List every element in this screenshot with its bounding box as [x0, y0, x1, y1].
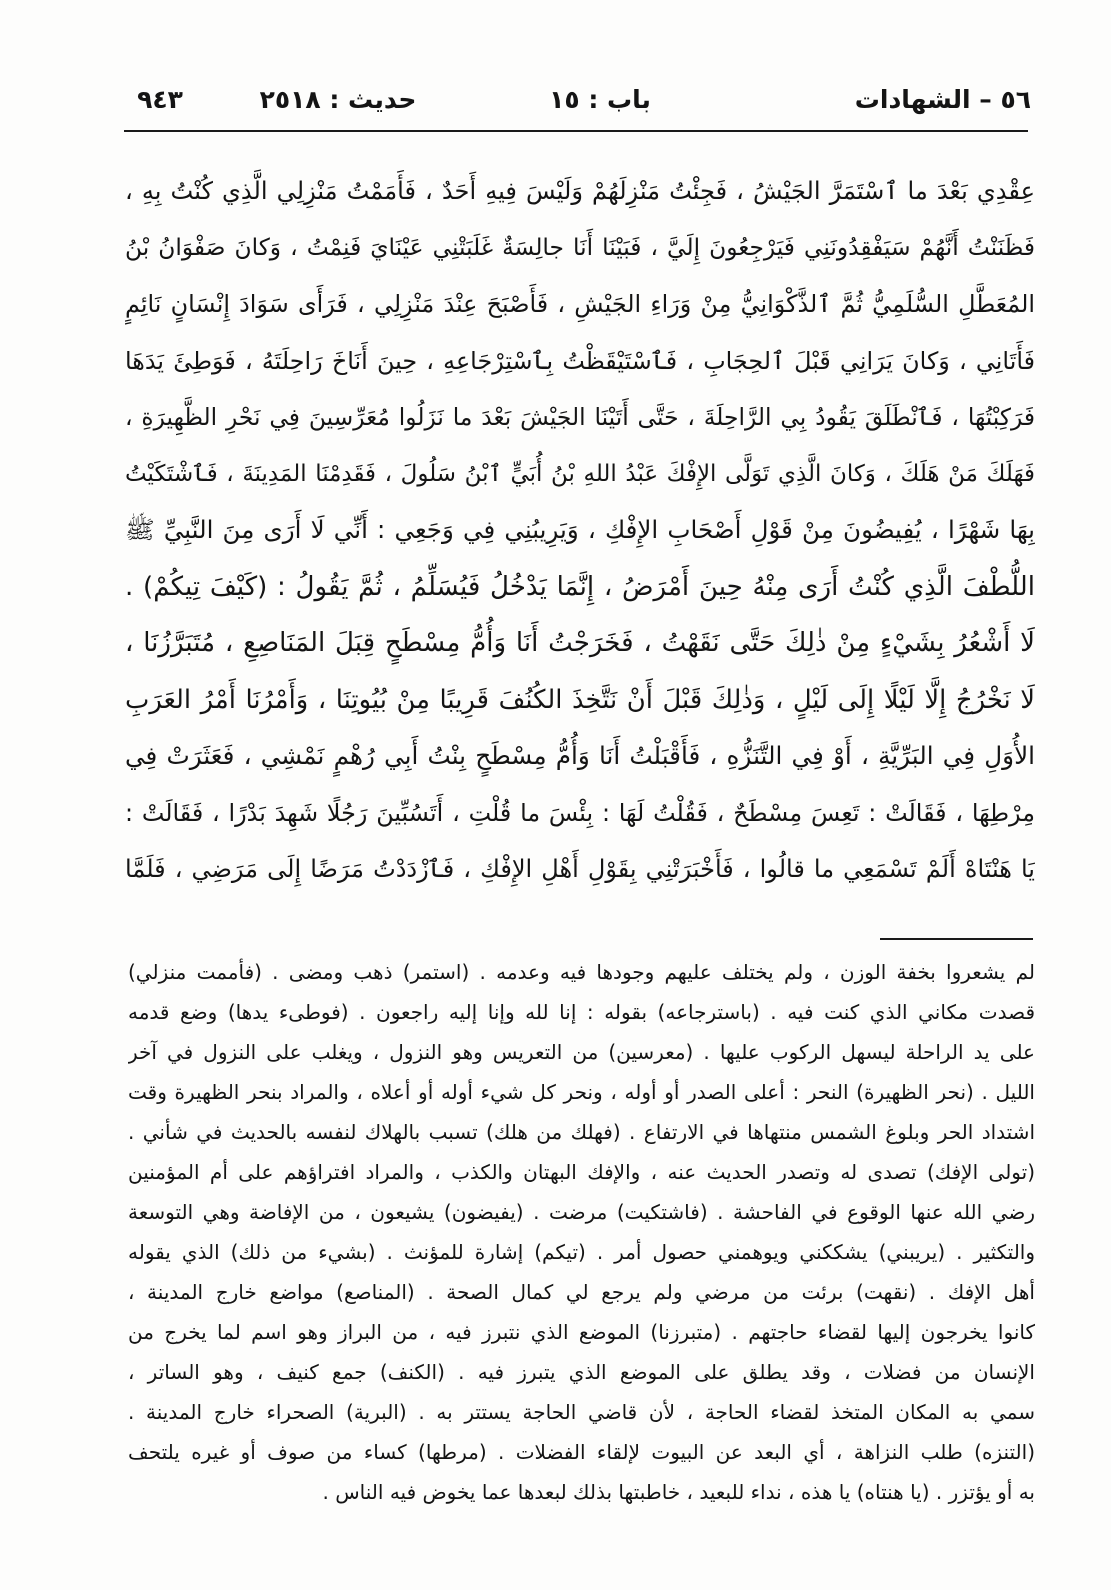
- header-rule: [124, 130, 1028, 132]
- main-text-line: بِهَا شَهْرًا ، يُفِيضُونَ مِنْ قَوْلِ أَصْحَابِ الإِفْكِ ، وَيَرِيبُنِي فِي وَجَعِي : أَنِّي لَا أَرَى مِنَ النَّبِيِّ ﷺ: [125, 515, 1035, 544]
- footnote-line: (التنزه) طلب النزاهة ، أي البعد عن البيوت لإلقاء الفضلات . (مرطها) كساء من صوف أو غيره يلتحف: [128, 1440, 1035, 1464]
- footnote-line: لم يشعروا بخفة الوزن ، ولم يختلف عليهم وجودها فيه وعدمه . (استمر) ذهب ومضى . (فأممت منزلي): [128, 960, 1035, 984]
- main-text: [125, 163, 1035, 898]
- hadith-number: حديث : ٢٥١٨: [259, 85, 417, 114]
- main-text-line: لَا نَخْرُجُ إِلَّا لَيْلًا إِلَى لَيْلٍ ، وَذٰلِكَ قَبْلَ أَنْ نَتَّخِذَ الكُنُفَ قَرِيبًا مِنْ بُيُوتِنَا ، وَأَمْرُنَا أَمْرُ العَرَبِ: [125, 684, 1035, 715]
- footnote-line: رضي الله عنها الوقوع في الفاحشة . (فاشتكيت) مرضت . (يفيضون) يشيعون ، من الإفاضة وهي التوسعة: [128, 1200, 1035, 1224]
- footnote-line: أهل الإفك . (نقهت) برئت من مرضي ولم يرجع لي كمال الصحة . (المناصع) مواضع خارج المدينة ،: [128, 1280, 1035, 1304]
- main-text-line: فَظَنَنْتُ أَنَّهُمْ سَيَفْقِدُونَنِي فَيَرْجِعُونَ إِلَيَّ ، فَبَيْنَا أَنَا جالِسَةٌ غَلَبَتْنِي عَيْنَايَ فَنِمْتُ ، وَكانَ صَفْوَانُ بْنُ: [125, 233, 1035, 261]
- footnote-line: الليل . (نحر الظهيرة) النحر : أعلى الصدر أو أوله ، ونحر كل شيء أوله أو أعلاه ، والمراد بنحر الظهيرة وقت: [128, 1080, 1035, 1104]
- footnote-rule: [880, 938, 1033, 940]
- main-text-line: اللُّطْفَ الَّذِي كُنْتُ أَرَى مِنْهُ حِينَ أَمْرَضُ ، إِنَّمَا يَدْخُلُ فَيُسَلِّمُ ، ثُمَّ يَقُولُ : (كَيْفَ تِيكُمْ) .: [125, 571, 1035, 602]
- main-text-line: الأُوَلِ فِي البَرِّيَّةِ ، أَوْ فِي التَّنَزُّهِ ، فَأَقْبَلْتُ أَنَا وَأُمُّ مِسْطَحٍ بِنْتُ أَبِي رُهْمٍ نَمْشِي ، فَعَثَرَتْ فِي: [125, 741, 1035, 770]
- main-text-line: فَرَكِبْتُهَا ، فَٱنْطَلَقَ يَقُودُ بِي الرَّاحِلَةَ ، حَتَّى أَتَيْنَا الجَيْشَ بَعْدَ ما نَزَلُوا مُعَرِّسِينَ فِي نَحْرِ الظَّهِيرَةِ ،: [125, 403, 1035, 431]
- footnote-line: سمي به المكان المتخذ لقضاء الحاجة ، لأن قاضي الحاجة يستتر به . (البرية) الصحراء خارج المدينة .: [128, 1400, 1035, 1424]
- page-number: ٩٤٣: [137, 85, 183, 114]
- main-text-line: عِقْدِي بَعْدَ ما ٱسْتَمَرَّ الجَيْشُ ، فَجِئْتُ مَنْزِلَهُمْ وَلَيْسَ فِيهِ أَحَدٌ ، فَأَمَمْتُ مَنْزِلِي الَّذِي كُنْتُ بِهِ ،: [125, 177, 1035, 205]
- main-text-line: المُعَطَّلِ السُّلَمِيُّ ثُمَّ ٱلذَّكْوَانِيُّ مِنْ وَرَاءِ الجَيْشِ ، فَأَصْبَحَ عِنْدَ مَنْزِلِي ، فَرَأَى سَوَادَ إِنْسَانٍ نَائِمٍ: [125, 290, 1035, 318]
- main-text-line: لَا أَشْعُرُ بِشَيْءٍ مِنْ ذٰلِكَ حَتَّى نَقَهْتُ ، فَخَرَجْتُ أَنَا وَأُمُّ مِسْطَحٍ قِبَلَ المَنَاصِعِ ، مُتَبَرَّزُنَا ،: [125, 628, 1035, 658]
- footnote-line: كانوا يخرجون إليها لقضاء حاجتهم . (متبرزنا) الموضع الذي نتبرز فيه ، من البراز وهو اسم لما يخرج من: [128, 1320, 1035, 1344]
- chapter-title: ٥٦ – الشهادات: [854, 85, 1031, 114]
- bab-number: باب : ١٥: [549, 85, 651, 114]
- footnote-line: (تولى الإفك) تصدى له وتصدر الحديث عنه ، والإفك البهتان والكذب ، والمراد افتراؤهم على أم المؤمنين: [128, 1160, 1035, 1184]
- footnote-line: اشتداد الحر وبلوغ الشمس منتهاها في الارتفاع . (فهلك من هلك) تسبب بالهلاك لنفسه بالحديث في شأني .: [128, 1120, 1035, 1144]
- footnote-line: والتكثير . (يريبني) يشككني ويوهمني حصول أمر . (تيكم) إشارة للمؤنث . (بشيء من ذلك) الذي يقوله: [128, 1240, 1035, 1264]
- footnote-line: به أو يؤتزر . (يا هنتاه) يا هذه ، نداء للبعيد ، خاطبتها بذلك لبعدها عما يخوض فيه الناس .: [322, 1480, 1035, 1504]
- main-text-line: يَا هَنْتَاهْ أَلَمْ تَسْمَعِي ما قالُوا ، فَأَخْبَرَتْنِي بِقَوْلِ أَهْلِ الإِفْكِ ، فَٱزْدَدْتُ مَرَضًا إِلَى مَرَضِي ، فَلَمَّا: [125, 855, 1035, 883]
- footnote-line: الإنسان من فضلات ، وقد يطلق على الموضع الذي يتبرز فيه . (الكنف) جمع كنيف ، وهو الساتر ،: [128, 1360, 1035, 1384]
- main-text-line: فَأَتَانِي ، وَكانَ يَرَانِي قَبْلَ ٱلحِجَابِ ، فَٱسْتَيْقَظْتُ بِٱسْتِرْجَاعِهِ ، حِينَ أَنَاخَ رَاحِلَتَهُ ، فَوَطِئَ يَدَهَا: [125, 346, 1035, 375]
- footnote-line: قصدت مكاني الذي كنت فيه . (باسترجاعه) بقوله : إنا لله وإنا إليه راجعون . (فوطىء يدها) وضع قدمه: [128, 1000, 1035, 1024]
- footnote-line: على يد الراحلة ليسهل الركوب عليها . (معرسين) من التعريس وهو النزول ، ويغلب على النزول في آخر: [128, 1040, 1035, 1064]
- main-text-line: مِرْطِهَا ، فَقَالَتْ : تَعِسَ مِسْطَحٌ ، فَقُلْتُ لَهَا : بِئْسَ ما قُلْتِ ، أَتَسُبِّينَ رَجُلًا شَهِدَ بَدْرًا ، فَقَالَتْ :: [125, 798, 1035, 827]
- main-text-line: فَهَلَكَ مَنْ هَلَكَ ، وَكانَ الَّذِي تَوَلَّى الإِفْكَ عَبْدُ اللهِ بْنُ أُبَيٍّ ٱبْنُ سَلُولَ ، فَقَدِمْنَا المَدِينَةَ ، فَٱشْتَكَيْتُ: [125, 460, 1035, 487]
- footnotes: [128, 952, 1035, 1512]
